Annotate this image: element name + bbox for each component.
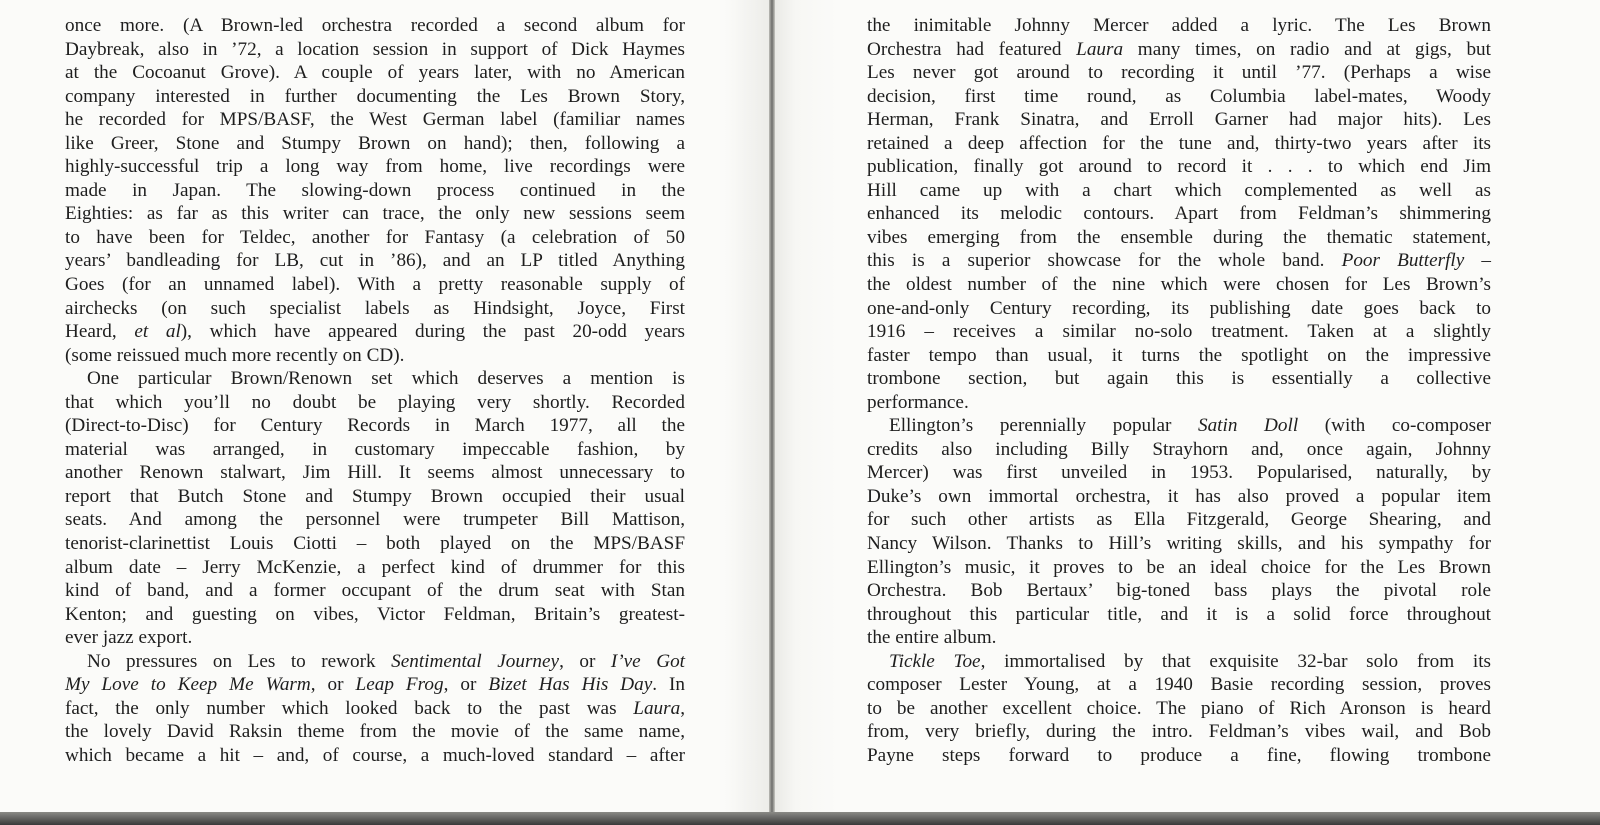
text-segment: many times, on radio and at gigs, but: [1123, 38, 1491, 60]
text-segment: , or: [443, 674, 489, 696]
text-line: company interested in further documenting the Les Brown Story,: [65, 85, 685, 107]
text-line: publication, finally got around to record it . . . to which end Jim: [867, 156, 1491, 178]
text-segment: , or: [559, 650, 611, 672]
text-line: [65, 697, 685, 721]
left-page: [0, 0, 771, 812]
text-line: [65, 650, 685, 674]
text-line: retained a deep affection for the tune and, thirty-two years after its: [867, 132, 1491, 154]
italic-title: Laura: [1076, 38, 1124, 60]
text-line: vibes emerging from the ensemble during the thematic statement,: [867, 226, 1491, 248]
text-line: years’ bandleading for LB, cut in ’86), and an LP titled Anything: [65, 250, 685, 272]
text-line: the lovely David Raksin theme from the movie of the same name,: [65, 721, 685, 743]
text-line: Payne steps forward to produce a fine, flowing trombone: [867, 744, 1491, 766]
italic-title: Satin Doll: [1197, 415, 1299, 437]
text-line: album date – Jerry McKenzie, a perfect kind of drummer for this: [65, 556, 685, 578]
text-segment: fact, the only number which looked back to the past was: [65, 697, 634, 719]
italic-title: My Love to Keep Me Warm: [65, 674, 311, 696]
text-segment: No pressures on Les to rework: [87, 650, 392, 672]
text-line: at the Cocoanut Grove). A couple of years later, with no American: [65, 62, 685, 84]
text-line: performance.: [867, 391, 969, 413]
text-line: the oldest number of the nine which were chosen for Les Brown’s: [867, 274, 1491, 296]
italic-title: Leap Frog: [355, 674, 444, 696]
text-line: 1916 – receives a similar no-solo treatment. Taken at a slightly: [867, 321, 1491, 343]
text-line: tenorist-clarinettist Louis Ciotti – both played on the MPS/BASF: [65, 533, 685, 555]
text-segment: ), which have appeared during the past 20-odd years: [180, 321, 685, 343]
text-segment: –: [1464, 250, 1492, 272]
text-line: which became a hit – and, of course, a much-loved standard – after: [65, 744, 685, 766]
text-line: kind of band, and a former occupant of the drum seat with Stan: [65, 580, 685, 602]
italic-title: I’ve Got: [610, 650, 686, 672]
italic-title: Sentimental Journey: [391, 650, 560, 672]
text-line: Ellington’s music, it proves to be an ideal choice for the Les Brown: [867, 556, 1491, 578]
text-segment: , or: [310, 674, 356, 696]
text-line: highly-successful trip a long way from home, live recordings were: [65, 156, 685, 178]
text-line: faster tempo than usual, it turns the spotlight on the impressive: [867, 344, 1491, 366]
text-segment: Orchestra had featured: [867, 38, 1077, 60]
text-line: like Greer, Stone and Stumpy Brown on hand); then, following a: [65, 132, 685, 154]
text-line: that which you’ll no doubt be playing very shortly. Recorded: [65, 391, 685, 413]
text-segment: this is a superior showcase for the whole band.: [867, 250, 1342, 272]
italic-title: Tickle Toe: [889, 650, 981, 672]
text-line: the entire album.: [867, 627, 997, 649]
text-line: Duke’s own immortal orchestra, it has also proved a popular item: [867, 485, 1491, 507]
text-line: another Renown stalwart, Jim Hill. It seems almost unnecessary to: [65, 462, 685, 484]
text-line: (some reissued much more recently on CD).: [65, 344, 405, 366]
text-segment: . In: [652, 674, 686, 696]
text-line: seats. And among the personnel were trumpeter Bill Mattison,: [65, 509, 685, 531]
text-line: [867, 38, 1491, 62]
text-line: [867, 249, 1491, 273]
book-gutter: [769, 0, 775, 812]
text-segment: , immortalised by that exquisite 32-bar solo from its: [980, 650, 1491, 672]
text-line: [867, 650, 1491, 674]
text-line: Kenton; and guesting on vibes, Victor Feldman, Britain’s greatest-: [65, 603, 685, 625]
text-segment: Heard,: [65, 321, 135, 343]
italic-title: Bizet Has His Day: [488, 674, 653, 696]
italic-title: et al: [134, 321, 181, 343]
right-page-text: [867, 14, 1491, 768]
text-line: trombone section, but again this is essentially a collective: [867, 368, 1491, 390]
text-line: [867, 414, 1491, 438]
text-line: composer Lester Young, at a 1940 Basie recording session, proves: [867, 674, 1491, 696]
text-segment: (with co-composer: [1298, 415, 1491, 437]
text-line: [65, 673, 685, 697]
text-line: Eighties: as far as this writer can trace, the only new sessions seem: [65, 203, 685, 225]
text-line: [65, 320, 685, 344]
text-line: one-and-only Century recording, its publishing date goes back to: [867, 297, 1491, 319]
text-line: throughout this particular title, and it is a solid force throughout: [867, 603, 1491, 625]
text-line: report that Butch Stone and Stumpy Brown occupied their usual: [65, 485, 685, 507]
text-line: decision, first time round, as Columbia label-mates, Woody: [867, 85, 1491, 107]
text-line: credits also including Billy Strayhorn and, once again, Johnny: [867, 438, 1491, 460]
right-page: [771, 0, 1600, 812]
text-line: Les never got around to recording it until ’77. (Perhaps a wise: [867, 62, 1491, 84]
text-line: for such other artists as Ella Fitzgerald, George Shearing, and: [867, 509, 1491, 531]
text-line: Nancy Wilson. Thanks to Hill’s writing skills, and his sympathy for: [867, 533, 1491, 555]
text-line: One particular Brown/Renown set which deserves a mention is: [87, 368, 685, 390]
text-line: the inimitable Johnny Mercer added a lyric. The Les Brown: [867, 15, 1491, 36]
text-line: Herman, Frank Sinatra, and Erroll Garner had major hits). Les: [867, 109, 1491, 131]
text-line: to have been for Teldec, another for Fantasy (a celebration of 50: [65, 226, 685, 248]
text-line: Hill came up with a chart which complemented as well as: [867, 179, 1491, 201]
text-segment: ,: [680, 697, 685, 719]
text-line: to be another excellent choice. The piano of Rich Aronson is heard: [867, 697, 1491, 719]
text-line: enhanced its melodic contours. Apart from Feldman’s shimmering: [867, 203, 1491, 225]
text-line: material was arranged, in customary impeccable fashion, by: [65, 438, 685, 460]
text-line: Orchestra. Bob Bertaux’ big-toned bass plays the pivotal role: [867, 580, 1491, 602]
text-line: Goes (for an unnamed label). With a pretty reasonable supply of: [65, 274, 685, 296]
page-bottom-shadow: [0, 812, 1600, 825]
text-line: from, very briefly, during the intro. Feldman’s vibes wail, and Bob: [867, 721, 1491, 743]
text-line: once more. (A Brown-led orchestra recorded a second album for: [65, 15, 685, 36]
italic-title: Poor Butterfly: [1341, 250, 1465, 272]
text-line: Mercer) was first unveiled in 1953. Popularised, naturally, by: [867, 462, 1491, 484]
text-line: made in Japan. The slowing-down process continued in the: [65, 179, 685, 201]
text-line: he recorded for MPS/BASF, the West German label (familiar names: [65, 109, 685, 131]
text-line: Daybreak, also in ’72, a location session in support of Dick Haymes: [65, 38, 685, 60]
text-line: (Direct-to-Disc) for Century Records in March 1977, all the: [65, 415, 685, 437]
text-line: airchecks (on such specialist labels as Hindsight, Joyce, First: [65, 297, 685, 319]
left-page-text: [65, 14, 685, 768]
text-line: ever jazz export.: [65, 627, 193, 649]
text-segment: Ellington’s perennially popular: [889, 415, 1198, 437]
italic-title: Laura: [633, 697, 681, 719]
